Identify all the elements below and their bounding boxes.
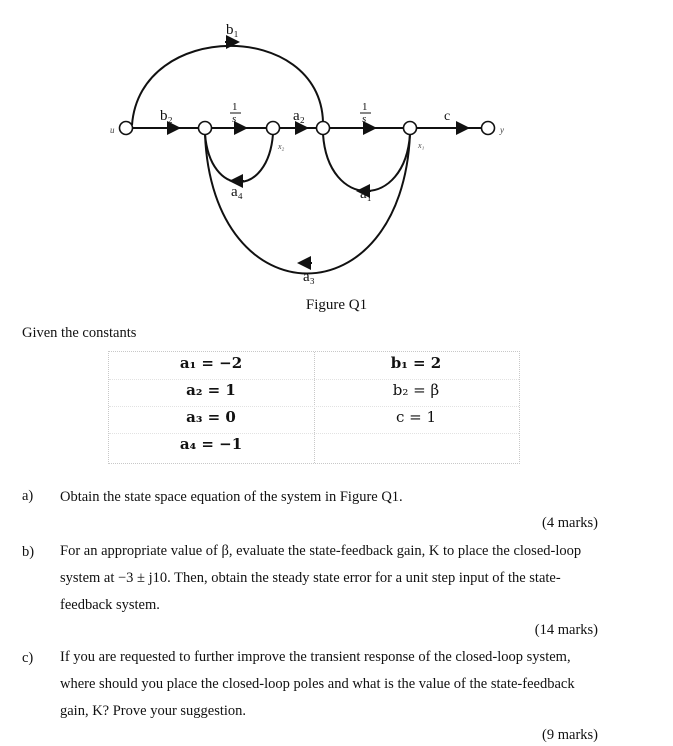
label-a1: a₁ bbox=[360, 186, 372, 202]
question-b-marks: (14 marks) bbox=[534, 622, 598, 638]
label-b1: b₁ bbox=[226, 22, 239, 38]
question-b-text: For an appropriate value of β, evaluate the state-feedback gain, K to place the closed-loop system at −3 ± j10. Then, obtain the steady state error for a unit step input of the state-feedback system. bbox=[60, 543, 582, 613]
constants-divider bbox=[314, 352, 315, 463]
constant-b1: b₁ = 2 bbox=[390, 354, 442, 372]
question-a-marks: (4 marks) bbox=[542, 515, 598, 531]
constant-a3: a₃ = 0 bbox=[186, 408, 236, 426]
question-b-letter: b) bbox=[22, 544, 35, 560]
label-y: y bbox=[500, 125, 504, 135]
constant-b2: b₂ = β bbox=[392, 381, 440, 399]
label-a4: a₄ bbox=[231, 184, 243, 200]
question-a-text: Obtain the state space equation of the system in Figure Q1. bbox=[60, 489, 403, 505]
node-y bbox=[482, 122, 495, 135]
constant-a2: a₂ = 1 bbox=[186, 381, 236, 399]
given-label: Given the constants bbox=[22, 325, 137, 341]
branch-a4 bbox=[205, 134, 273, 182]
label-a3: a₃ bbox=[303, 269, 315, 285]
node-3 bbox=[317, 122, 330, 135]
constant-a4: a₄ = −1 bbox=[179, 435, 243, 453]
integrator-1-den: s bbox=[232, 113, 237, 125]
figure-caption: Figure Q1 bbox=[305, 297, 368, 313]
constants-rule bbox=[109, 379, 519, 380]
question-c-text: If you are requested to further improve the transient response of the closed-loop system, where should you place the closed-loop poles and what is the value of the state-feedback gain, K? Prove your suggestion. bbox=[60, 649, 575, 719]
question-a-letter: a) bbox=[22, 488, 34, 504]
constants-rule bbox=[109, 433, 519, 434]
label-x1: x₁ bbox=[418, 141, 425, 150]
constants-rule bbox=[109, 406, 519, 407]
constant-c: c = 1 bbox=[395, 408, 437, 426]
branch-a1 bbox=[323, 134, 410, 191]
branch-a3 bbox=[205, 134, 410, 274]
node-u bbox=[120, 122, 133, 135]
label-a2: a₂ bbox=[293, 108, 305, 124]
integrator-2-den: s bbox=[362, 113, 367, 125]
label-x2: x₂ bbox=[278, 142, 285, 151]
node-x2 bbox=[267, 122, 280, 135]
integrator-2-num: 1 bbox=[362, 101, 368, 113]
question-c-letter: c) bbox=[22, 650, 34, 666]
label-b2: b₂ bbox=[160, 108, 173, 124]
node-1 bbox=[199, 122, 212, 135]
constant-a1: a₁ = −2 bbox=[179, 354, 243, 372]
label-c: c bbox=[444, 109, 451, 124]
constants-table bbox=[108, 351, 520, 464]
node-x1 bbox=[404, 122, 417, 135]
signal-flow-graph bbox=[0, 0, 673, 300]
label-u: u bbox=[110, 125, 115, 135]
integrator-1-num: 1 bbox=[232, 101, 238, 113]
question-c-marks: (9 marks) bbox=[542, 727, 598, 743]
